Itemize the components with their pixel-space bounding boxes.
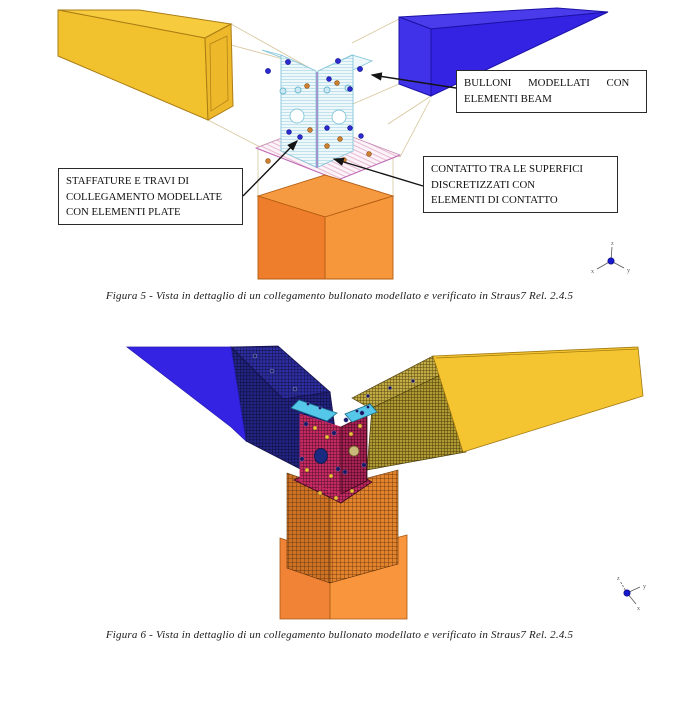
axis-triad [617, 576, 646, 612]
callout-text: DISCRETIZZATI CON [431, 178, 536, 191]
svg-text:x: x [591, 269, 594, 275]
beam-blue-flat [127, 347, 246, 441]
plate-hole [332, 110, 346, 124]
svg-text:y: y [627, 268, 630, 274]
figure6-illustration [0, 334, 679, 626]
svg-text:x: x [637, 606, 640, 612]
figure6-caption: Figura 6 - Vista in dettaglio di un collegamento bullonato modellato e verificato in Straus7 Rel. 2.4.5 [105, 629, 574, 641]
bracket-hole [315, 449, 328, 464]
beam-yellow-flat [433, 347, 643, 452]
beam-yellow-meshed [352, 347, 643, 470]
svg-text:z: z [617, 576, 620, 582]
plate-hole [290, 109, 304, 123]
callout-text: BULLONI MODELLATI CON [464, 77, 630, 89]
callout-contatto [423, 156, 618, 213]
callout-staffature [58, 168, 243, 225]
callout-text: STAFFATURE E TRAVI DI [66, 175, 190, 187]
beam-yellow [58, 10, 233, 120]
callout-text: ELEMENTI BEAM [464, 92, 552, 105]
callout-text: CON ELEMENTI PLATE [66, 206, 181, 218]
callout-text: ELEMENTI DI CONTATTO [431, 194, 558, 206]
axis-triad [591, 241, 630, 275]
svg-text:z: z [611, 241, 614, 247]
callout-bulloni [456, 70, 647, 113]
svg-text:y: y [643, 584, 646, 590]
bracket-hole [349, 446, 359, 456]
figure5-caption: Figura 5 - Vista in dettaglio di un collegamento bullonato modellato e verificato in Straus7 Rel. 2.4.5 [105, 290, 574, 302]
figure5-illustration [0, 0, 679, 292]
callout-text: COLLEGAMENTO MODELLATE [66, 190, 223, 203]
column-orange [258, 175, 393, 279]
callout-text: CONTATTO TRA LE SUPERFICI [431, 163, 584, 175]
